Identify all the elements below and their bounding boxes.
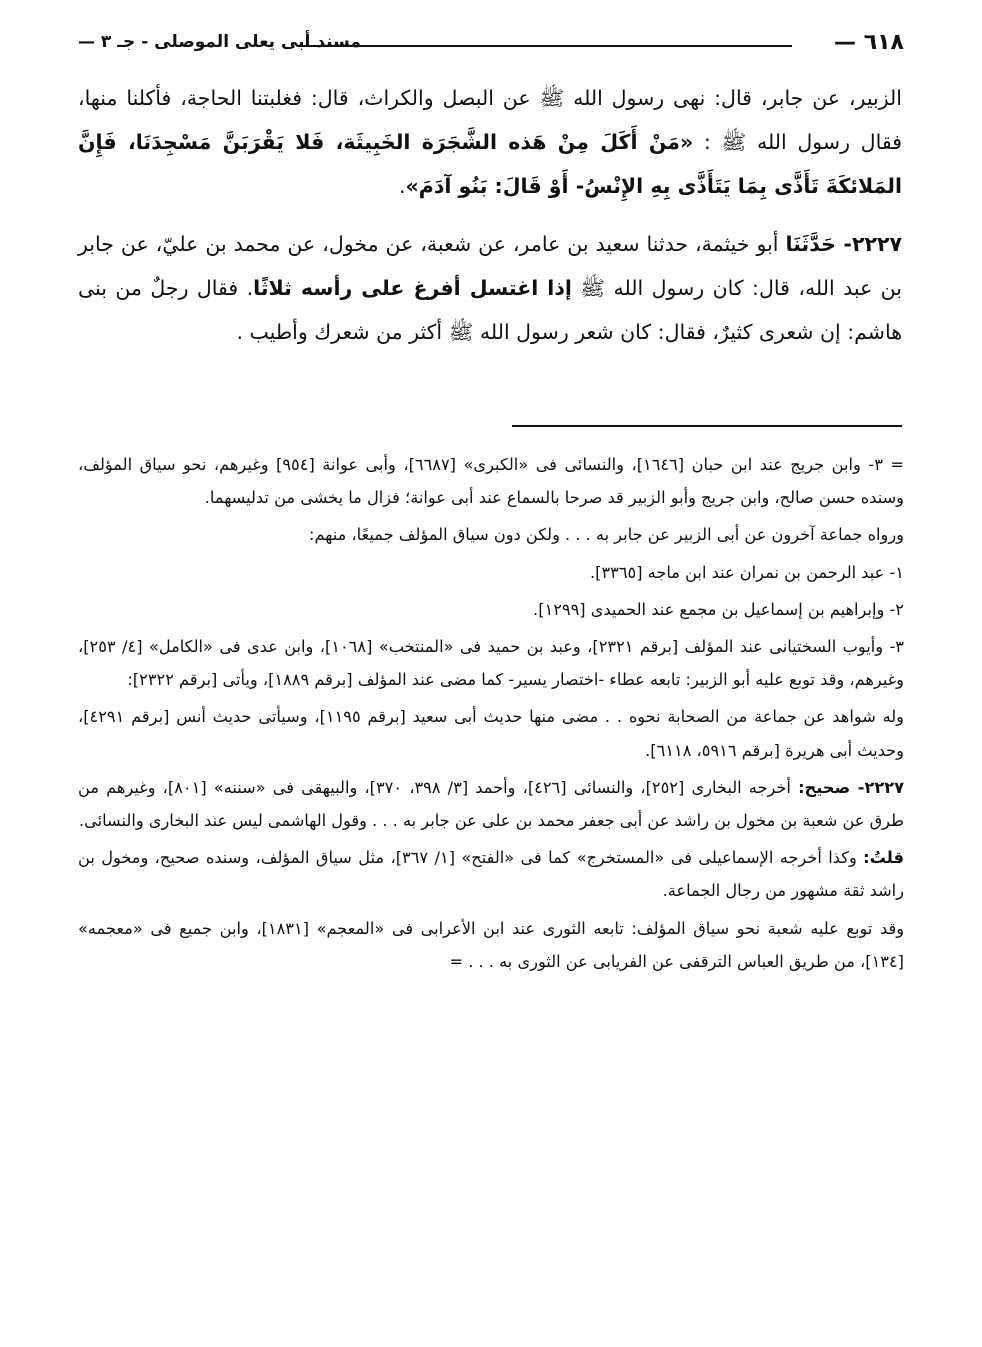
text-run: . [399, 174, 406, 198]
footnote: ١- عبد الرحمن بن نمران عند ابن ماجه [٣٣٦٥]. [589, 562, 904, 582]
footnotes [78, 448, 904, 982]
footnote: ٣- وأيوب السختيانى عند المؤلف [برقم ٢٣٢١]، وعبد بن حميد فى «المنتخب» [١٠٦٨]، وابن عدى فى «الكامل» [٤/ ٢٥٣]، وغيرهم، وقد توبع عليه أبو الزبير: تابعه عطاء -اختصار يسير- كما مضى عند المؤلف [برقم ١٨٨٩]، ويأتى [برقم ٢٣٢٢]: [78, 637, 904, 690]
paragraph-hadith-2226-end [78, 76, 902, 208]
footnote: وله شواهد عن جماعة من الصحابة نحوه . . مضى منها حديث أبى سعيد [برقم ١١٩٥]، وسيأتى حديث أنس [برقم ٤٢٩١]، وحديث أبى هريرة [برقم ٥٩١٦، ٦١١٨]. [78, 707, 904, 760]
text-run: . فقال رجلٌ من بنى هاشم: إن شعرى كثيرٌ، فقال: كان شعر رسول الله ﷺ أكثر من شعرك وأطيب . [78, 276, 902, 344]
text-run: وكذا أخرجه الإسماعيلى فى «المستخرج» كما فى «الفتح» [١/ ٣٦٧]، مثل سياق المؤلف، وسنده صحيح، ومخول بن راشد ثقة مشهور من رجال الجماعة. [78, 848, 904, 901]
text-run: الزبير، عن جابر، قال: نهى رسول الله ﷺ عن البصل والكراث، قال: فغلبتنا الحاجة، فأكلنا منها، فقال رسول الله ﷺ : [78, 86, 902, 154]
running-title: مسند أبى يعلى الموصلى - جـ ٣ — [78, 32, 361, 52]
main-text [78, 76, 902, 354]
footnote: ورواه جماعة آخرون عن أبى الزبير عن جابر به . . . ولكن دون سياق المؤلف جميعًا، منهم: [309, 525, 904, 545]
page-header [78, 30, 904, 60]
header-rule [298, 45, 792, 47]
text-run: أخرجه البخارى [٢٥٢]، والنسائى [٤٢٦]، وأحمد [٣/ ٣٩٨، ٣٧٠]، والبيهقى فى «سننه» [٨٠١]، وغيرهم من طرق عن شعبة بن مخول بن راشد عن أبى جعفر محمد بن على عن جابر به . . . وقول الهاشمى ليس عند البخارى والنسائى. [78, 777, 904, 831]
footnote-number: ٢٢٢٧- صحيح: [798, 777, 905, 797]
hadith-quote: «مَنْ أَكَلَ مِنْ هَذه الشَّجَرَة الخَبِيثَة، فَلا يَقْرَبَنَّ مَسْجِدَنَا، فَإِنَّ المَلائكَةَ تَأَذَّى بِمَا يَتَأَذَّى بِهِ الإِنْسُ- أَوْ قَالَ: بَنُو آدَمَ» [78, 130, 902, 198]
footnote: = ٣- وابن جريج عند ابن حبان [١٦٤٦]، والنسائى فى «الكبرى» [٦٦٨٧]، وأبى عوانة [٩٥٤] وغيرهم، نحو سياق المؤلف، وسنده حسن صالح، وابن جريج وأبو الزبير قد صرحا بالسماع عند أبى عوانة؛ فزال ما يخشى من تدليسهما. [78, 455, 904, 508]
hadith-number: ٢٢٢٧- حَدَّثَنَا [785, 232, 902, 256]
paragraph-hadith-2227 [78, 222, 902, 354]
text-run: أبو خيثمة، حدثنا سعيد بن عامر، عن شعبة، عن مخول، عن محمد بن عليّ، عن جابر بن عبد الله، قال: كان رسول الله ﷺ [78, 232, 902, 300]
footnote: وقد توبع عليه شعبة نحو سياق المؤلف: تابعه الثورى عند ابن الأعرابى فى «المعجم» [١٨٣١]، وابن جميع فى «معجمه» [١٣٤]، من طريق العباس الترقفى عن الفريابى عن الثورى به . . . = [78, 918, 905, 971]
hadith-quote: إذا اغتسل أفرغ على رأسه ثلاثًا [253, 276, 572, 300]
footnote-separator [512, 425, 902, 427]
page-number: ٦١٨ — [834, 30, 904, 55]
footnote-2227 [78, 771, 904, 837]
footnote-lead: قلتُ: [863, 848, 904, 868]
footnote: ٢- وإبراهيم بن إسماعيل بن مجمع عند الحميدى [١٢٩٩]. [533, 599, 904, 619]
footnote [78, 841, 904, 907]
